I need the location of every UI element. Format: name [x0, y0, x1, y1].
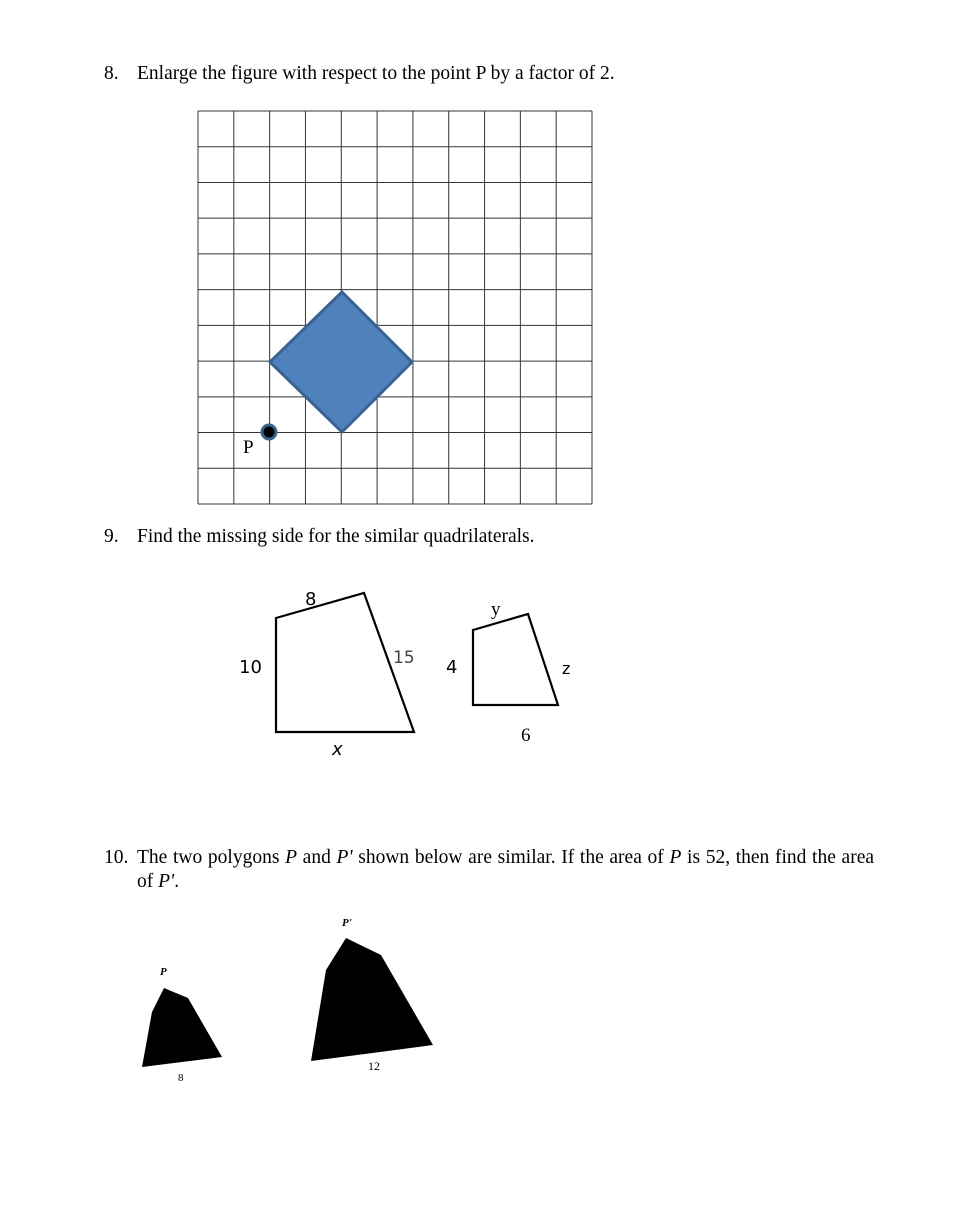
polygon-p-label: P — [160, 966, 167, 978]
polygon-p-prime-base-label: 12 — [368, 1059, 380, 1073]
question-text: The two polygons P and P' shown below are similar. If the area of P is 52, then find the area of P'. — [137, 847, 875, 892]
small-quadrilateral — [473, 614, 558, 705]
question-text: Find the missing side for the similar quadrilaterals. — [137, 526, 535, 547]
polygon-p — [142, 988, 222, 1067]
large-quad-left-label: 10 — [239, 657, 262, 678]
large-quad-right-label: 15 — [393, 648, 415, 668]
question-number: 8. — [104, 63, 119, 84]
large-quad-bottom-label: x — [332, 739, 343, 760]
large-quad-top-label: 8 — [305, 589, 317, 610]
small-quad-right-label: z — [562, 659, 571, 678]
question-text: Enlarge the figure with respect to the point P by a factor of 2. — [137, 63, 615, 84]
question-number: 9. — [104, 526, 119, 547]
polygon-p-prime-label: P' — [342, 917, 352, 929]
point-p-label: P — [243, 437, 254, 458]
question-number: 10. — [104, 847, 129, 868]
blue-diamond — [270, 292, 412, 432]
small-quad-left-label: 4 — [446, 657, 458, 678]
small-quad-bottom-label: 6 — [521, 725, 531, 746]
small-quad-top-label: y — [491, 599, 501, 620]
polygon-p-prime — [311, 938, 433, 1061]
polygon-p-base-label: 8 — [178, 1072, 184, 1084]
point-p-marker — [262, 425, 276, 439]
coordinate-grid — [198, 111, 592, 504]
